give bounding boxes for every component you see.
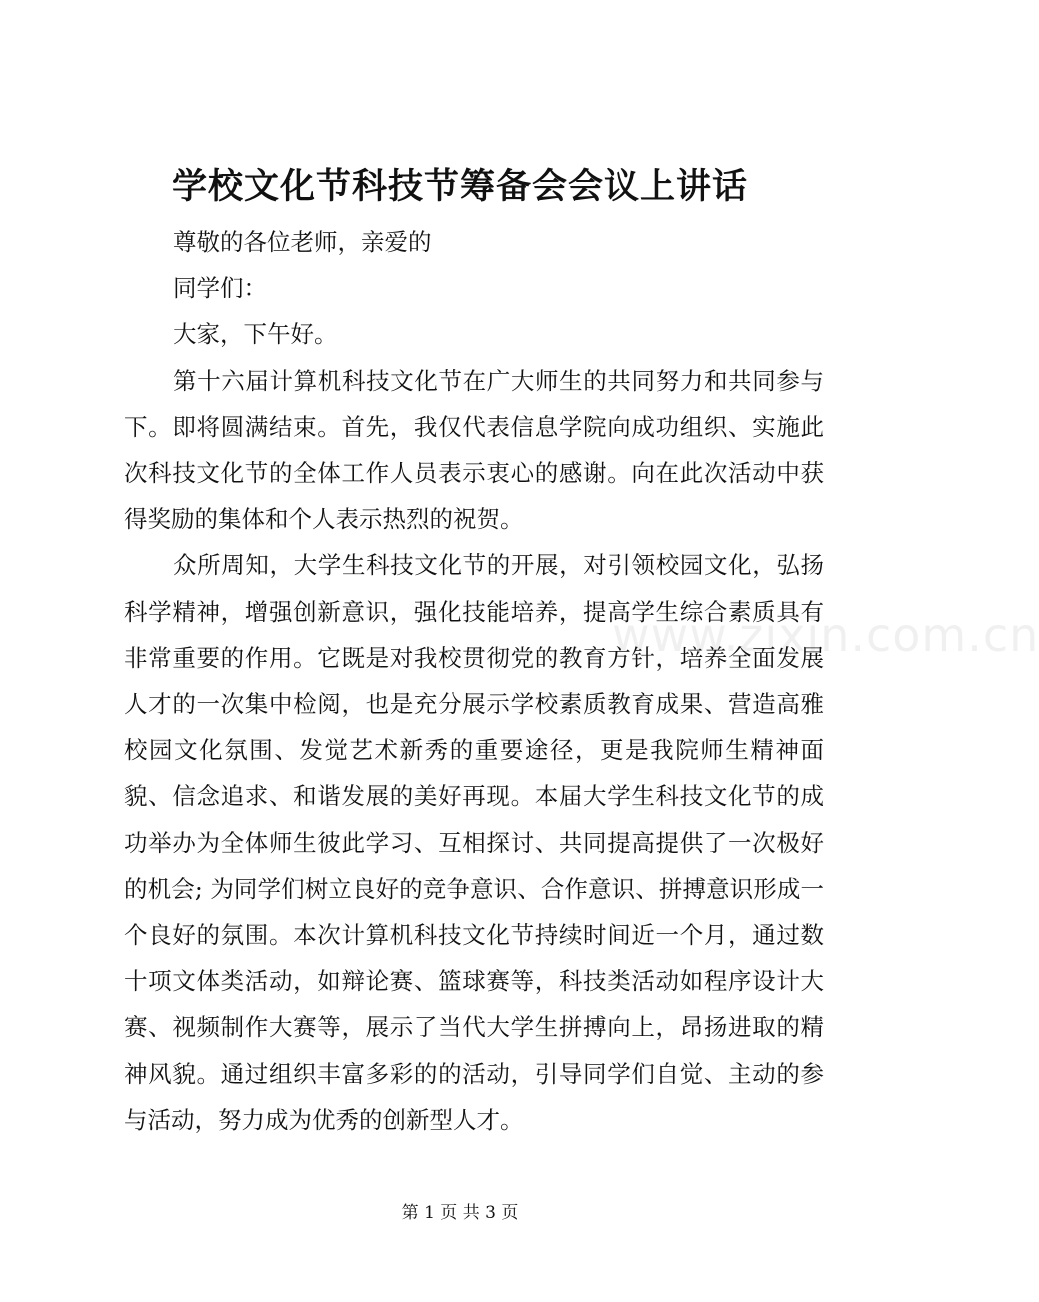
paragraph-2: 众所周知，大学生科技文化节的开展，对引领校园文化，弘扬科学精神，增强创新意识，强化技能培养，提高学生综合素质具有非常重要的作用。它既是对我校贯彻党的教育方针，培养全面发展人才的一次集中检阅，也是充分展示学校素质教育成果、营造高雅校园文化氛围、发觉艺术新秀的重要途径，更是我院师生精神面貌、信念追求、和谐发展的美好再现。本届大学生科技文化节的成功举办为全体师生彼此学习、互相探讨、共同提高提供了一次极好的机会; 为同学们树立良好的竞争意识、合作意识、拼搏意识形成一个良好的氛围。本次计算机科技文化节持续时间近一个月，通过数十项文体类活动，如辩论赛、篮球赛等，科技类活动如程序设计大赛、视频制作大赛等，展示了当代大学生拼搏向上，昂扬进取的精神风貌。通过组织丰富多彩的的活动，引导同学们自觉、主动的参与活动，努力成为优秀的创新型人才。 [124, 551, 824, 1134]
paragraph-1: 第十六届计算机科技文化节在广大师生的共同努力和共同参与下。即将圆满结束。首先，我仅代表信息学院向成功组织、实施此次科技文化节的全体工作人员表示衷心的感谢。向在此次活动中获得奖励的集体和个人表示热烈的祝贺。 [124, 366, 824, 534]
document-body [124, 219, 824, 1143]
salutation-line-1: 尊敬的各位老师，亲爱的 [173, 228, 432, 256]
greeting: 大家，下午好。 [173, 320, 338, 349]
document-title: 学校文化节科技节筹备会会议上讲话 [171, 166, 748, 207]
page-footer: 第 1 页 共 3 页 [401, 1203, 519, 1223]
watermark: www.zixin.com.cn [612, 608, 1039, 662]
salutation-line-2: 同学们： [173, 274, 267, 303]
